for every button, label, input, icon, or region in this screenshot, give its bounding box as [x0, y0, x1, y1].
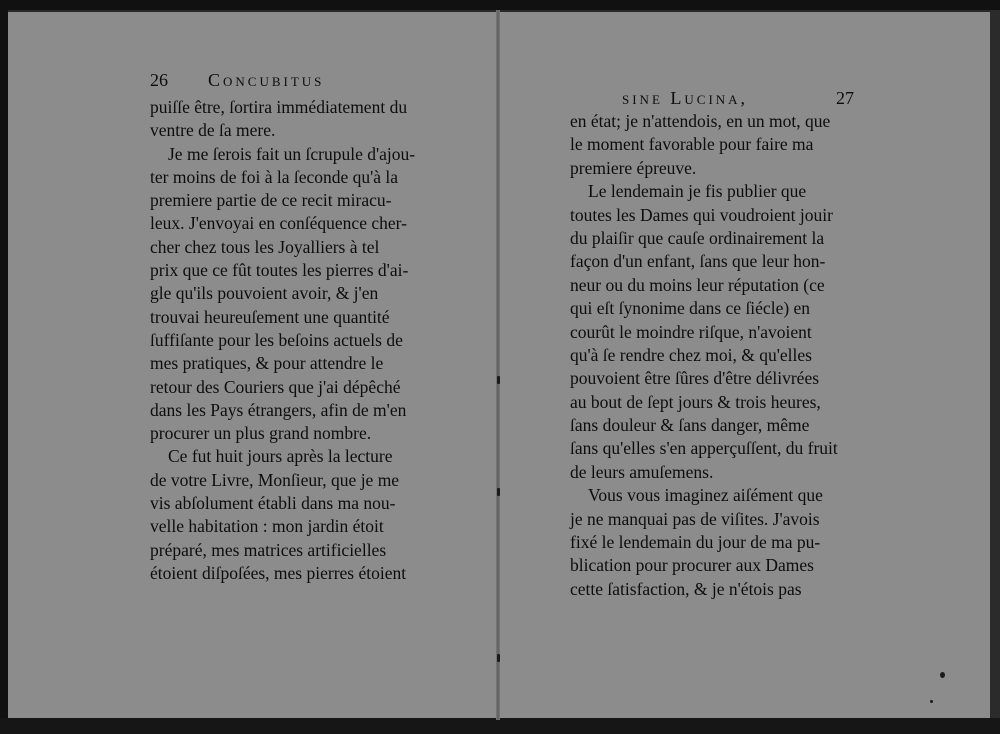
text-line: prix que ce fût toutes les pierres d'ai- — [150, 260, 409, 281]
text-line: Le lendemain je fis publier que — [588, 181, 807, 202]
page-number: 26 — [150, 70, 168, 90]
left-page — [150, 70, 440, 585]
text-line: vis abſolument établi dans ma nou- — [150, 493, 396, 514]
text-line: cher chez tous les Joyalliers à tel — [150, 236, 380, 257]
text-line: velle habitation : mon jardin étoit — [150, 516, 384, 537]
text-line: qui eſt ſynonime dans ce ſiécle) en — [570, 298, 811, 319]
text-line: façon d'un enfant, ſans que leur hon- — [570, 251, 826, 272]
text-line: courût le moindre riſque, n'avoient — [570, 321, 812, 342]
page-number: 27 — [836, 88, 854, 108]
text-line: Je me ſerois fait un ſcrupule d'ajou- — [168, 143, 416, 164]
text-line: de votre Livre, Monſieur, que je me — [150, 469, 400, 490]
text-line: préparé, mes matrices artificielles — [150, 539, 387, 560]
text-line: étoient diſpoſées, mes pierres étoient — [150, 562, 407, 583]
text-line: blication pour procurer aux Dames — [570, 555, 814, 576]
text-line: ſans douleur & ſans danger, même — [570, 415, 810, 436]
text-line: leux. J'envoyai en conſéquence cher- — [150, 213, 407, 234]
text-line: le moment favorable pour faire ma — [570, 134, 814, 155]
text-line: Vous vous imaginez aiſément que — [588, 485, 823, 506]
text-line: dans les Pays étrangers, afin de m'en — [150, 399, 407, 420]
scan-speck — [940, 672, 945, 678]
book-edge-right — [990, 10, 1000, 720]
scan-bottom-border — [0, 718, 1000, 734]
right-running-head — [570, 84, 854, 110]
text-line: procurer un plus grand nombre. — [150, 423, 372, 444]
gutter-mark — [497, 654, 500, 662]
text-line: pouvoient être ſûres d'être délivrées — [570, 368, 820, 389]
text-line: cette ſatisfaction, & je n'étois pas — [570, 578, 802, 599]
text-line: ſuffiſante pour les beſoins actuels de — [150, 329, 403, 350]
text-line: retour des Couriers que j'ai dépêché — [150, 376, 401, 397]
text-line: de leurs amuſemens. — [570, 461, 714, 482]
text-line: trouvai heureuſement une quantité — [150, 306, 390, 327]
text-line: qu'à ſe rendre chez moi, & qu'elles — [570, 344, 812, 365]
text-line: puiſſe être, ſortira immédiatement du — [150, 97, 408, 117]
text-line: ventre de ſa mere. — [150, 120, 276, 141]
right-text-block — [570, 110, 854, 601]
gutter-mark — [497, 488, 500, 496]
text-line: Ce fut huit jours après la lecture — [168, 446, 393, 467]
scan-speck — [930, 700, 933, 703]
text-line: fixé le lendemain du jour de ma pu- — [570, 532, 821, 553]
text-line: neur ou du moins leur réputation (ce — [570, 274, 825, 295]
left-text-block — [150, 96, 440, 585]
text-line: en état; je n'attendois, en un mot, que — [570, 111, 831, 131]
gutter-mark — [497, 376, 500, 384]
text-line: toutes les Dames qui voudroient jouir — [570, 204, 833, 225]
running-title: Concubitus — [208, 70, 325, 90]
running-title: sine Lucina, — [622, 88, 749, 108]
text-line: du plaiſir que cauſe ordinairement la — [570, 227, 825, 248]
text-line: premiere partie de ce recit miracu- — [150, 190, 392, 211]
text-line: ſans qu'elles s'en apperçuſſent, du fruit — [570, 438, 838, 459]
text-line: gle qu'ils pouvoient avoir, & j'en — [150, 283, 379, 304]
text-line: ter moins de foi à la ſeconde qu'à la — [150, 166, 399, 187]
book-gutter — [496, 10, 500, 720]
text-line: au bout de ſept jours & trois heures, — [570, 391, 821, 412]
left-running-head — [150, 70, 440, 96]
text-line: je ne manquai pas de viſites. J'avois — [570, 508, 820, 529]
text-line: premiere épreuve. — [570, 157, 697, 178]
right-page — [570, 84, 854, 601]
text-line: mes pratiques, & pour attendre le — [150, 353, 384, 374]
